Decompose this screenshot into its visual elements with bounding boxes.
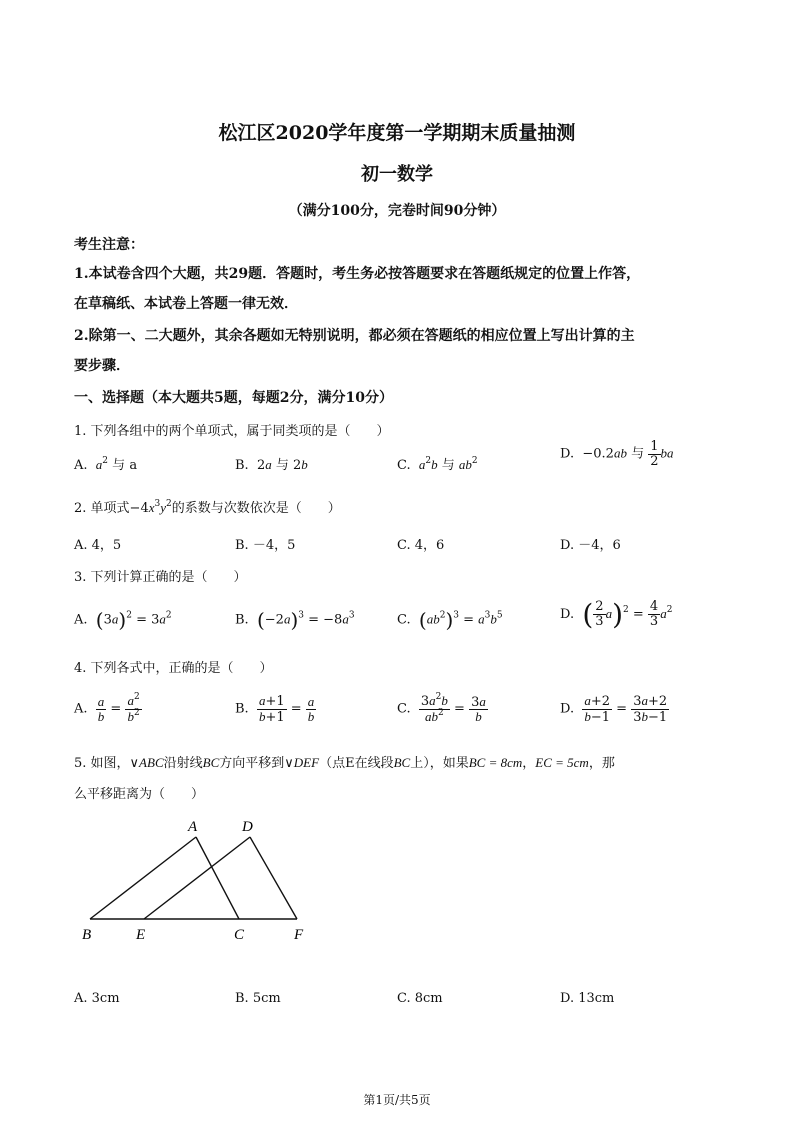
segment-de xyxy=(144,837,250,919)
q1-stem: 1. 下列各组中的两个单项式，属于同类项的是（ ） xyxy=(74,424,390,439)
notice-heading: 考生注意： xyxy=(74,237,144,253)
q4-option-b: B. $\frac{a+1}{b+1}$ = $\frac{a}{b}$ xyxy=(235,693,315,725)
section1-heading: 一、选择题（本大题共5题，每题2分，满分10分） xyxy=(74,390,393,406)
q4-option-c: C. $\frac{3a^2b}{ab^2}$ = $\frac{3a}{b}$ xyxy=(397,692,486,725)
q5-line1: 5. 如图，∨ABC沿射线BC方向平移到∨DEF（点E在线段BC上），如果BC = 8cm，EC = 5cm，那 xyxy=(74,755,615,771)
q1-option-b: B. 2a 与 2b xyxy=(235,457,308,473)
q4-stem: 4. 下列各式中，正确的是（ ） xyxy=(74,661,273,676)
page-footer: 第1页/共5页 xyxy=(363,1093,431,1107)
q1-option-d: D. −0.2ab 与 $\frac{1}{2}$ ba xyxy=(560,439,674,469)
label-a: A xyxy=(188,819,198,835)
exam-note: （满分100分，完卷时间90分钟） xyxy=(288,203,506,219)
q5-option-c: C. 8cm xyxy=(397,991,443,1006)
notice-p2a: 2.除第一、二大题外，其余各题如无特别说明，都必须在答题纸的相应位置上写出计算的主 xyxy=(74,328,635,344)
notice-p1a: 1.本试卷含四个大题，共29题．答题时，考生务必按答题要求在答题纸规定的位置上作答， xyxy=(74,266,641,282)
label-b: B xyxy=(82,927,92,943)
q1-option-c: C. $a^2b$ 与 $ab^2$ xyxy=(397,456,478,473)
q2-stem: 2. 单项式$-4x^3y^2$的系数与次数依次是（ ） xyxy=(74,499,341,516)
q2-option-a: A. 4，5 xyxy=(74,538,122,553)
label-c: C xyxy=(234,927,245,943)
q2-option-d: D. －4，6 xyxy=(560,538,621,553)
label-e: E xyxy=(136,927,146,943)
q3-option-a: A. $(3a)^2 = 3a^2$ xyxy=(74,608,172,632)
q4-option-a: A. $\frac{a}{b}$ = $\frac{a^2}{b^2}$ xyxy=(74,692,140,724)
q5-figure xyxy=(74,815,334,945)
q2-option-c: C. 4，6 xyxy=(397,538,445,553)
q2-option-b: B. －4，5 xyxy=(235,538,296,553)
notice-p1b: 在草稿纸、本试卷上答题一律无效． xyxy=(74,296,298,312)
q3-stem: 3. 下列计算正确的是（ ） xyxy=(74,570,247,585)
segment-ac xyxy=(196,837,239,919)
q5-option-b: B. 5cm xyxy=(235,991,281,1006)
q3-option-c: C. $(ab^2)^3 = a^3b^5$ xyxy=(397,608,503,632)
segment-ab xyxy=(90,837,196,919)
label-f: F xyxy=(294,927,304,943)
q1-option-a: A. $a^2$ 与 a xyxy=(74,456,138,473)
q5-option-a: A. 3cm xyxy=(74,991,120,1006)
q3-option-b: B. $(-2a)^3 = -8a^3$ xyxy=(235,608,355,632)
exam-subtitle: 初一数学 xyxy=(361,164,433,185)
q4-option-d: D. $\frac{a+2}{b-1}$ = $\frac{3a+2}{3b-1}$ xyxy=(560,693,668,725)
q5-line2: 么平移距离为（ ） xyxy=(74,787,205,802)
label-d: D xyxy=(242,819,253,835)
notice-p2b: 要步骤． xyxy=(74,358,130,374)
exam-title: 松江区2020学年度第一学期期末质量抽测 xyxy=(218,122,576,144)
q3-option-d: D. ( $\frac{2}{3}$ a)$^2$ = $\frac{4}{3}$ $a^2$ xyxy=(560,598,673,631)
segment-df xyxy=(250,837,297,919)
q5-option-d: D. 13cm xyxy=(560,991,615,1006)
